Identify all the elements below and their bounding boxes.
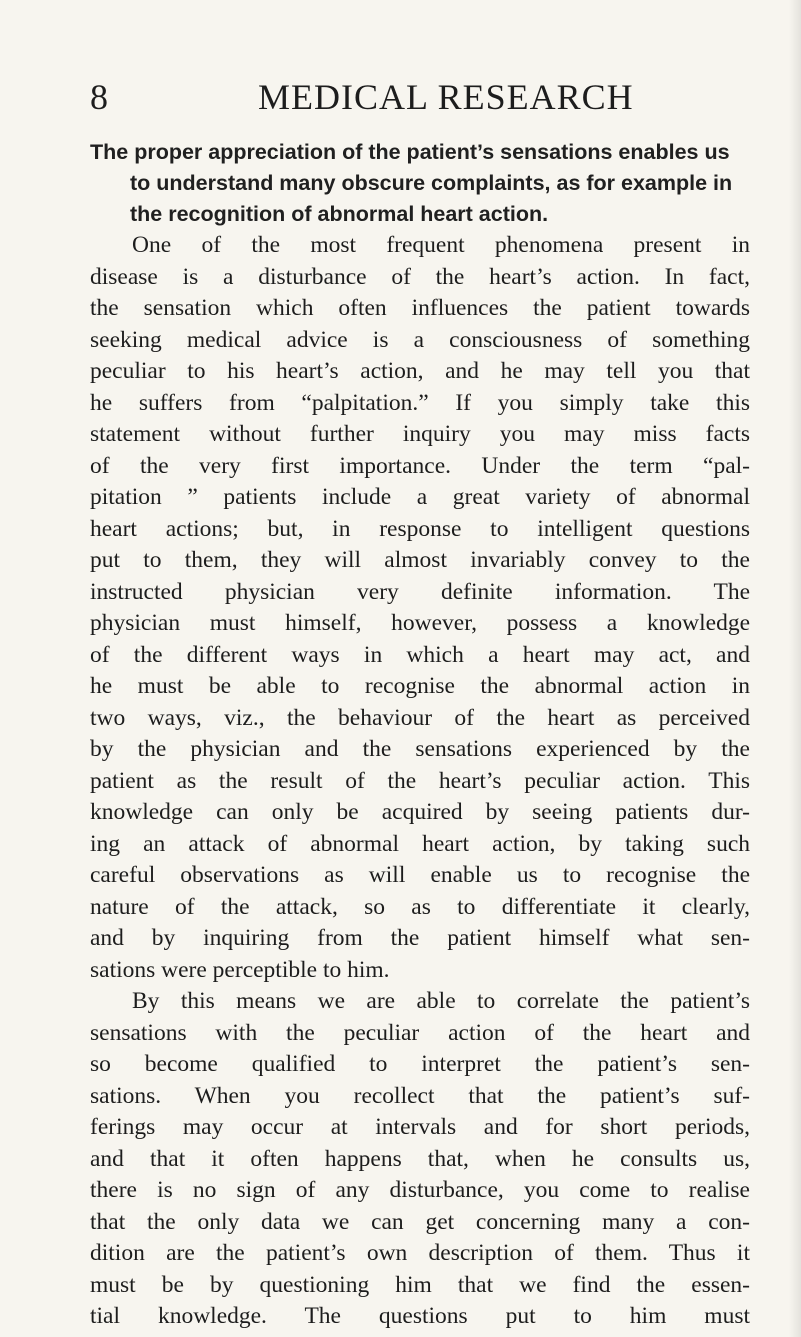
text-line: sensations with the peculiar action of the heart and: [90, 1019, 750, 1046]
text-line: dition are the patient’s own description of them. Thus it: [90, 1240, 750, 1266]
text-line: sations. When you recollect that the patient’s suf-: [90, 1082, 750, 1109]
text-line: statement without further inquiry you may miss facts: [90, 421, 750, 447]
text-line: he must be able to recognise the abnormal action in: [90, 673, 750, 699]
text-line: patient as the result of the heart’s peculiar action. This: [90, 767, 750, 794]
text-line: nature of the attack, so as to differentiate it clearly,: [90, 893, 750, 920]
paragraph-1: [90, 230, 750, 986]
text-line: ing an attack of abnormal heart action, by taking such: [90, 830, 750, 857]
text-line: physician must himself, however, possess a knowledge: [90, 610, 750, 636]
text-line: sations were perceptible to him.: [90, 956, 390, 983]
text-line: By this means we are able to correlate the patient’s: [132, 988, 750, 1014]
text-line: heart actions; but, in response to intelligent questions: [90, 515, 750, 542]
text-line: careful observations as will enable us to recognise the: [90, 862, 750, 888]
text-line: he suffers from “palpitation.” If you simply take this: [90, 389, 750, 416]
section-summary: [90, 137, 750, 230]
summary-line: to understand many obscure complaints, as for example in: [130, 171, 733, 195]
text-line: ferings may occur at intervals and for short periods,: [90, 1114, 750, 1140]
text-line: instructed physician very definite information. The: [90, 578, 750, 605]
paragraph-2: [90, 986, 750, 1333]
text-line: seeking medical advice is a consciousness of something: [90, 326, 750, 353]
summary-line: The proper appreciation of the patient’s sensations enables us: [90, 140, 730, 164]
text-line: of the very first importance. Under the term “pal-: [90, 452, 750, 479]
text-line: put to them, they will almost invariably convey to the: [90, 547, 750, 573]
page-edge-shadow: [789, 0, 801, 1337]
text-line: there is no sign of any disturbance, you come to realise: [90, 1177, 750, 1203]
text-line: and by inquiring from the patient himself what sen-: [90, 925, 750, 951]
text-line: of the different ways in which a heart may act, and: [90, 641, 750, 668]
page-number: 8: [90, 77, 108, 117]
body-text: [90, 230, 750, 1333]
text-line: peculiar to his heart’s action, and he may tell you that: [90, 358, 750, 384]
text-line: that the only data we can get concerning many a con-: [90, 1208, 750, 1235]
page-header: [90, 72, 750, 122]
text-line: by the physician and the sensations experienced by the: [90, 736, 750, 762]
text-line: tial knowledge. The questions put to him must: [90, 1303, 750, 1329]
summary-line: the recognition of abnormal heart action.: [130, 202, 549, 226]
text-line: two ways, viz., the behaviour of the heart as perceived: [90, 704, 750, 731]
text-line: disease is a disturbance of the heart’s action. In fact,: [90, 263, 750, 290]
text-line: so become qualified to interpret the patient’s sen-: [90, 1051, 750, 1077]
text-line: and that it often happens that, when he consults us,: [90, 1145, 750, 1172]
text-line: One of the most frequent phenomena present in: [132, 232, 750, 258]
text-line: knowledge can only be acquired by seeing patients dur-: [90, 799, 750, 825]
text-line: the sensation which often influences the patient towards: [90, 295, 750, 321]
text-line: pitation ” patients include a great variety of abnormal: [90, 484, 750, 510]
text-line: must be by questioning him that we find the essen-: [90, 1271, 750, 1298]
running-head: MEDICAL RESEARCH: [258, 77, 634, 117]
